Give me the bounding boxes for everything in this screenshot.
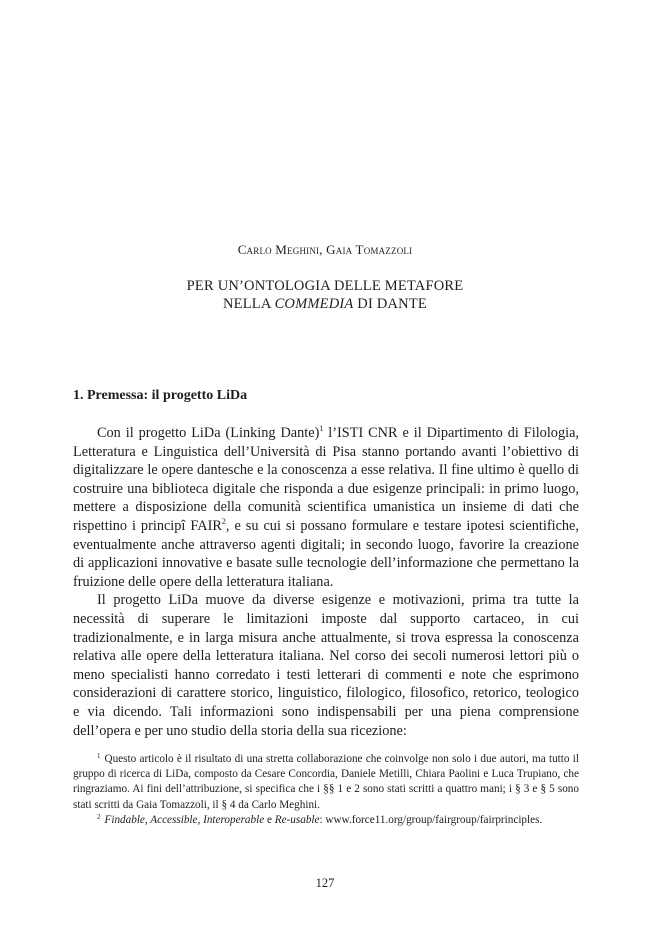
footnote-1-number: 1	[97, 752, 101, 760]
title-line-2-prefix: NELLA	[223, 296, 275, 312]
title-line-2	[0, 295, 650, 313]
section-heading: 1. Premessa: il progetto LiDa	[73, 388, 248, 403]
title-line-1: PER UN’ONTOLOGIA DELLE METAFORE	[186, 278, 464, 294]
paragraph-1	[73, 424, 579, 591]
footnote-2-link[interactable]: : www.force11.org/group/fairgroup/fairprinciples.	[319, 813, 543, 826]
footnote-1	[73, 752, 579, 813]
paragraph-1-part-b: l’ISTI CNR e il Dipartimento di Filologia, Letteratura e Linguistica dell’Università di Pisa stanno portando avanti l’obiettivo di digitalizzare le opere dantesche e la conoscenza a esse relativa. Il fine ultimo è quello di costruire una biblioteca digitale che risponda a due esigenze principali: in primo luogo, mettere a disposizione della comunità scientifica umanistica un insieme di dati che rispettino i principî FAIR	[73, 425, 579, 534]
article-title	[0, 277, 650, 313]
footnote-2-mid: e	[264, 813, 275, 826]
footnote-ref-1: 1	[319, 424, 324, 433]
body-text	[73, 424, 579, 740]
paragraph-1-part-c: , e su cui si possano formulare e testare ipotesi scientifiche, eventualmente anche attraverso agenti digitali; in secondo luogo, favorire la creazione di applicazioni innovative e basate sulle tecnologie dell’informazione che permettano la fruizione delle opere della letteratura italiana.	[73, 517, 579, 590]
paragraph-1-part-a: Con il progetto LiDa (Linking Dante)	[97, 425, 320, 441]
footnote-2-number: 2	[97, 812, 101, 821]
footnote-2	[73, 813, 579, 828]
footnote-2-italic-2: Re-usable	[274, 813, 320, 826]
footnote-1-text: Questo articolo è il risultato di una stretta collaborazione che coinvolge non solo i due autori, ma tutto il gruppo di ricerca di LiDa, composto da Cesare Concordia, Daniele Metilli, Chiara Paolini e Luca Trupiano, che ringraziamo. Ai fini dell’attribuzione, si specifica che i §§ 1 e 2 sono stati scritti a quattro mani; i § 3 e § 5 sono stati scritti da Gaia Tomazzoli, il § 4 da Carlo Meghini.	[73, 753, 579, 811]
footnote-ref-2: 2	[221, 516, 226, 526]
article-authors: Carlo Meghini, Gaia Tomazzoli	[237, 242, 413, 257]
paragraph-2: Il progetto LiDa muove da diverse esigenze e motivazioni, prima tra tutte la necessità di superare le limitazioni imposte dal supporto cartaceo, in cui tradizionalmente, e in larga misura anche attualmente, si trova espressa la conoscenza relativa alle opere della letteratura italiana. Nel corso dei secoli numerosi lettori più o meno specialisti hanno corredato i testi letterari di commenti e note che esprimono considerazioni di carattere storico, linguistico, filologico, filosofico, retorico, teologico e via dicendo. Tali informazioni sono indispensabili per una piena comprensione dell’opera e per uno studio della storia della sua ricezione:	[73, 592, 579, 739]
page-number: 127	[315, 876, 335, 890]
footnotes	[73, 752, 579, 828]
title-line-2-italic: COMMEDIA	[274, 296, 354, 312]
title-line-2-suffix: DI DANTE	[353, 296, 427, 312]
footnote-2-italic: Findable, Accessible, Interoperable	[104, 813, 265, 826]
